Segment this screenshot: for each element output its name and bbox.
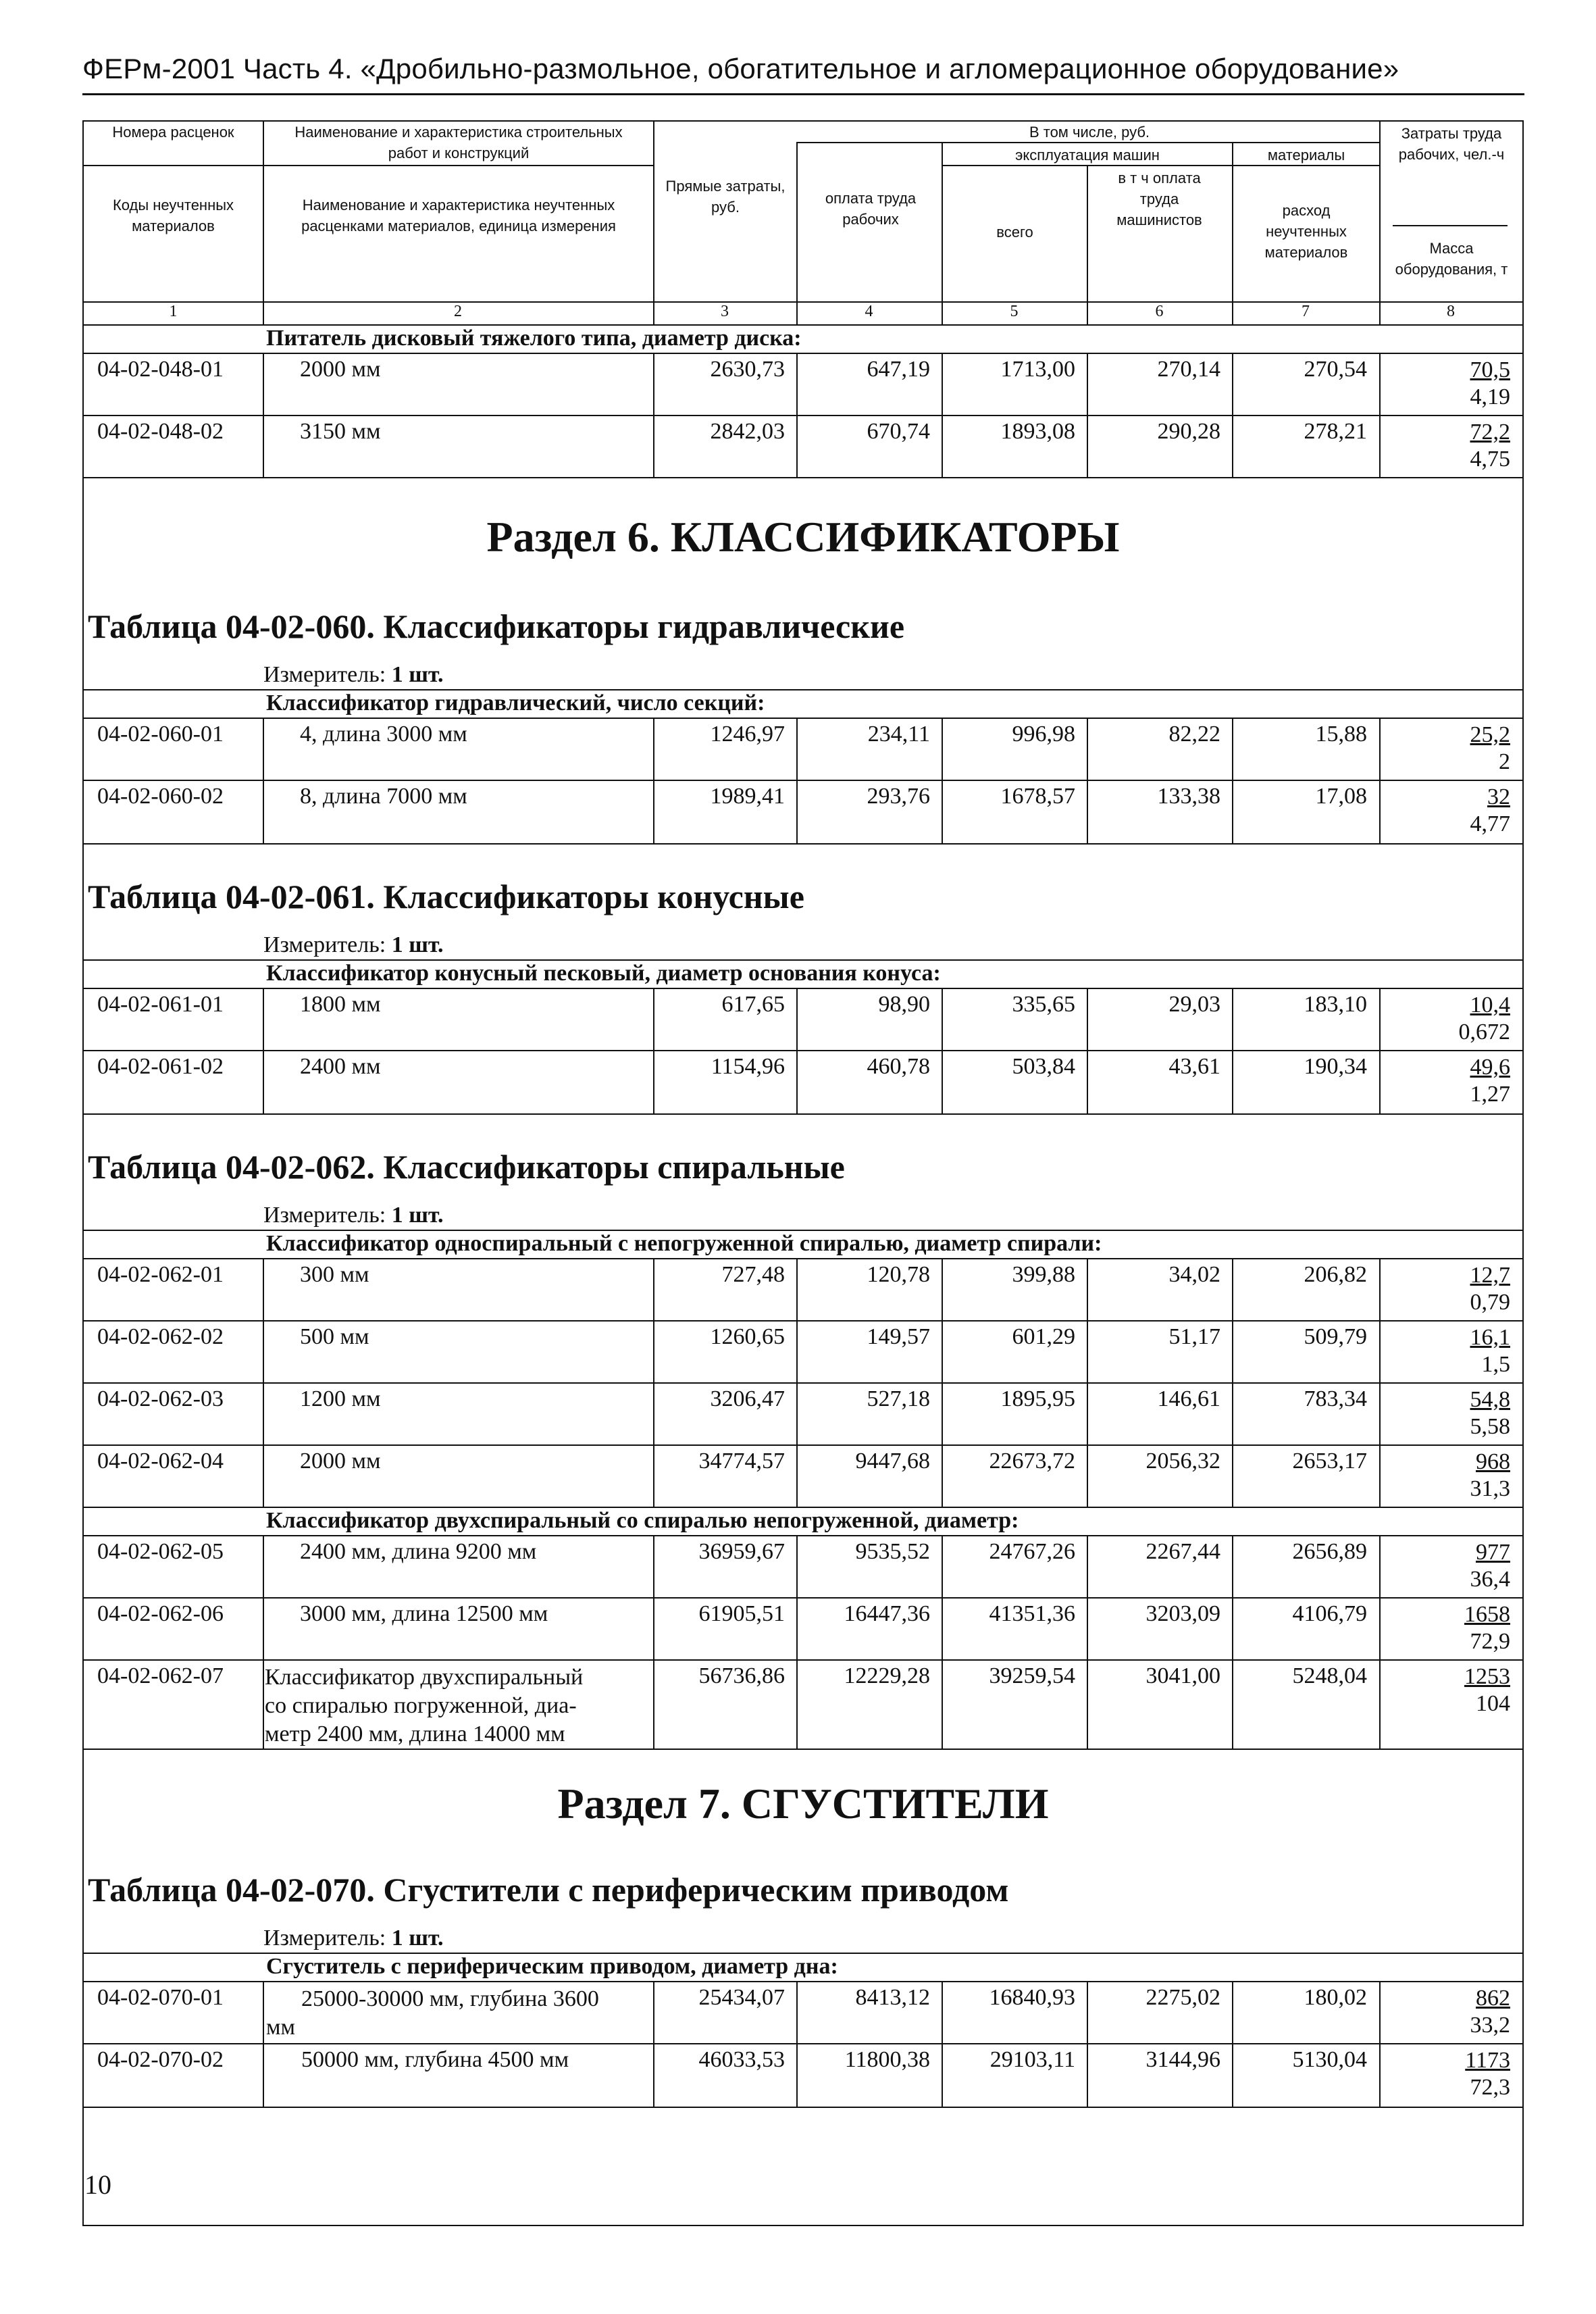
direct-costs: 25434,07 <box>698 1985 785 2010</box>
operators-pay: 43,61 <box>1168 1054 1220 1079</box>
operators-pay: 3144,96 <box>1145 2047 1220 2072</box>
direct-costs: 3206,47 <box>710 1386 785 1411</box>
labor-pay: 12229,28 <box>844 1663 930 1688</box>
machines-total: 1895,95 <box>1000 1386 1075 1411</box>
labor-hours-mass <box>1443 1324 1510 1378</box>
machines-total: 39259,54 <box>989 1663 1075 1688</box>
labor-hours: 862 <box>1476 1986 1510 2011</box>
rate-name <box>265 1663 583 1749</box>
labor-hours: 54,8 <box>1470 1387 1510 1412</box>
labor-pay: 460,78 <box>867 1054 930 1079</box>
labor-pay: 9447,68 <box>855 1449 930 1474</box>
labor-pay: 293,76 <box>867 784 930 809</box>
col-divider <box>942 1535 943 1749</box>
page-header: ФЕРм-2001 Часть 4. «Дробильно-размольное, обогатительное и агломерационное оборудование» <box>82 53 1399 84</box>
rate-name: 1200 мм <box>300 1386 381 1411</box>
equipment-mass: 5,58 <box>1470 1414 1510 1439</box>
operators-pay: 133,38 <box>1157 784 1220 809</box>
machines-total: 503,84 <box>1012 1054 1075 1079</box>
row-border <box>84 477 1522 478</box>
measure-value: 1 шт. <box>391 1203 444 1228</box>
rate-name-line: со спиралью погруженной, диа- <box>265 1693 577 1718</box>
rate-code: 04-02-062-06 <box>97 1601 224 1626</box>
direct-costs: 46033,53 <box>698 2047 785 2072</box>
materials-cost: 17,08 <box>1315 784 1367 809</box>
materials-cost: 5130,04 <box>1292 2047 1367 2072</box>
col-divider <box>1087 1535 1088 1749</box>
machines-total: 996,98 <box>1012 722 1075 747</box>
labor-pay: 234,11 <box>867 722 930 747</box>
labor-hours: 968 <box>1476 1449 1510 1474</box>
rate-name: 3150 мм <box>300 419 381 444</box>
labor-pay: 9535,52 <box>855 1539 930 1564</box>
labor-hours-mass <box>1443 1985 1510 2039</box>
rate-name: 1800 мм <box>300 992 381 1017</box>
labor-pay: 98,90 <box>878 992 930 1017</box>
rate-name: 2400 мм <box>300 1054 381 1079</box>
col-divider <box>796 1535 798 1749</box>
col-divider <box>1379 988 1381 1113</box>
header-col-divider <box>1087 165 1088 324</box>
row-border <box>84 1981 1522 1982</box>
column-number-5: 5 <box>1010 303 1019 320</box>
machines-total: 601,29 <box>1012 1324 1075 1349</box>
equipment-mass: 1,27 <box>1470 1082 1510 1107</box>
row-border <box>84 1320 1522 1322</box>
row-border <box>84 988 1522 989</box>
col-divider <box>1232 1535 1233 1749</box>
measure-value: 1 шт. <box>391 1926 444 1951</box>
labor-hours-mass <box>1443 1386 1510 1440</box>
measure <box>263 1926 444 1951</box>
measure-value: 1 шт. <box>391 932 444 957</box>
header-machines: эксплуатация машин <box>1015 147 1160 164</box>
group-title: Классификатор односпиральный с непогруженной спиралью, диаметр спирали: <box>266 1231 1102 1256</box>
rate-code: 04-02-061-02 <box>97 1054 224 1079</box>
row-border <box>84 1749 1522 1750</box>
labor-hours-mass <box>1443 1601 1510 1655</box>
rate-code: 04-02-062-02 <box>97 1324 224 1349</box>
row-border <box>84 1597 1522 1599</box>
rate-code: 04-02-062-07 <box>97 1663 224 1688</box>
labor-hours: 977 <box>1476 1540 1510 1565</box>
measure-value: 1 шт. <box>391 662 444 687</box>
section-title: Раздел 7. СГУСТИТЕЛИ <box>557 1780 1049 1828</box>
direct-costs: 727,48 <box>721 1262 785 1287</box>
document-table-frame <box>82 120 1524 2226</box>
col-divider <box>1379 353 1381 477</box>
labor-hours-mass <box>1443 357 1510 411</box>
labor-hours-mass <box>1443 992 1510 1046</box>
col-divider <box>263 353 264 477</box>
rate-code: 04-02-062-04 <box>97 1449 224 1474</box>
column-number-8: 8 <box>1447 303 1455 320</box>
equipment-mass: 31,3 <box>1470 1476 1510 1501</box>
materials-cost: 783,34 <box>1304 1386 1367 1411</box>
row-border <box>84 843 1522 845</box>
header-col6: в т ч оплата труда машинистов <box>1116 170 1202 228</box>
header-col1-bottom: Коды неучтенных материалов <box>112 197 234 234</box>
header-group-in: В том числе, руб. <box>1029 124 1150 141</box>
labor-pay: 527,18 <box>867 1386 930 1411</box>
labor-hours: 25,2 <box>1470 722 1510 747</box>
operators-pay: 146,61 <box>1157 1386 1220 1411</box>
col-divider <box>1379 1981 1381 2107</box>
machines-total: 1678,57 <box>1000 784 1075 809</box>
rate-name-line: Классификатор двухспиральный <box>265 1665 584 1690</box>
equipment-mass: 72,3 <box>1470 2075 1510 2100</box>
col-divider <box>1379 1535 1381 1749</box>
labor-hours: 1658 <box>1464 1602 1510 1627</box>
materials-cost: 4106,79 <box>1292 1601 1367 1626</box>
labor-hours: 49,6 <box>1470 1055 1510 1080</box>
column-number-7: 7 <box>1302 303 1310 320</box>
rate-code: 04-02-060-02 <box>97 784 224 809</box>
rate-code: 04-02-070-02 <box>97 2047 224 2072</box>
labor-hours-mass <box>1443 722 1510 776</box>
equipment-mass: 36,4 <box>1470 1567 1510 1592</box>
materials-cost: 2653,17 <box>1292 1449 1367 1474</box>
labor-hours: 16,1 <box>1470 1325 1510 1350</box>
row-border <box>84 1444 1522 1446</box>
group-title: Классификатор гидравлический, число секций: <box>266 690 765 715</box>
operators-pay: 29,03 <box>1168 992 1220 1017</box>
equipment-mass: 72,9 <box>1470 1629 1510 1654</box>
direct-costs: 2842,03 <box>710 419 785 444</box>
rate-name-line: 25000-30000 мм, глубина 3600 <box>301 1986 599 2011</box>
header-divider-col8 <box>1393 225 1508 226</box>
machines-total: 335,65 <box>1012 992 1075 1017</box>
group-title: Сгуститель с периферическим приводом, диаметр дна: <box>266 1954 838 1979</box>
machines-total: 29103,11 <box>989 2047 1075 2072</box>
col-divider <box>263 988 264 1113</box>
measure-label: Измеритель: <box>263 932 386 957</box>
operators-pay: 82,22 <box>1168 722 1220 747</box>
col-divider <box>263 1258 264 1507</box>
direct-costs: 1154,96 <box>711 1054 785 1079</box>
row-border <box>84 415 1522 416</box>
table-title: Таблица 04-02-070. Сгустители с периферическим приводом <box>88 1871 1009 1909</box>
group-title: Питатель дисковый тяжелого типа, диаметр диска: <box>266 326 802 351</box>
labor-hours-mass <box>1443 419 1510 473</box>
header-col8-top: Затраты труда рабочих, чел.-ч <box>1398 125 1505 163</box>
materials-cost: 15,88 <box>1315 722 1367 747</box>
labor-hours-mass <box>1443 1663 1510 1717</box>
header-materials: материалы <box>1267 147 1345 164</box>
labor-hours-mass <box>1443 1539 1510 1593</box>
equipment-mass: 4,77 <box>1470 811 1510 836</box>
operators-pay: 270,14 <box>1157 357 1220 382</box>
group-title: Классификатор двухспиральный со спиралью непогруженной, диаметр: <box>266 1508 1019 1533</box>
group-title: Классификатор конусный песковый, диаметр основания конуса: <box>266 961 941 986</box>
row-border <box>84 1050 1522 1051</box>
equipment-mass: 4,75 <box>1470 447 1510 472</box>
measure <box>263 932 444 958</box>
labor-pay: 149,57 <box>867 1324 930 1349</box>
labor-pay: 16447,36 <box>844 1601 930 1626</box>
rate-name-line: метр 2400 мм, длина 14000 мм <box>265 1721 565 1746</box>
labor-hours-mass <box>1443 1262 1510 1316</box>
rate-name: 300 мм <box>300 1262 369 1287</box>
row-border <box>84 2043 1522 2044</box>
rate-name: 2000 мм <box>300 357 381 382</box>
measure-label: Измеритель: <box>263 662 386 687</box>
section-title: Раздел 6. КЛАССИФИКАТОРЫ <box>486 513 1120 561</box>
equipment-mass: 1,5 <box>1481 1352 1510 1377</box>
labor-hours: 32 <box>1487 784 1510 809</box>
column-number-4: 4 <box>865 303 873 320</box>
rate-name: 4, длина 3000 мм <box>300 722 467 747</box>
rate-code: 04-02-070-01 <box>97 1985 224 2010</box>
header-rule <box>82 93 1524 95</box>
operators-pay: 3203,09 <box>1145 1601 1220 1626</box>
header-col2-top: Наименование и характеристика строительных работ и конструкций <box>294 124 623 161</box>
row-border <box>84 1113 1522 1115</box>
labor-hours: 1173 <box>1465 2048 1510 2073</box>
row-border <box>84 1382 1522 1384</box>
rate-code: 04-02-060-01 <box>97 722 224 747</box>
labor-pay: 120,78 <box>867 1262 930 1287</box>
direct-costs: 36959,67 <box>698 1539 785 1564</box>
materials-cost: 180,02 <box>1304 1985 1367 2010</box>
table-title: Таблица 04-02-061. Классификаторы конусные <box>88 878 804 915</box>
machines-total: 24767,26 <box>989 1539 1075 1564</box>
rate-code: 04-02-062-01 <box>97 1262 224 1287</box>
row-border <box>84 1258 1522 1259</box>
materials-cost: 2656,89 <box>1292 1539 1367 1564</box>
operators-pay: 2275,02 <box>1145 1985 1220 2010</box>
header-col5: всего <box>996 224 1033 241</box>
direct-costs: 1989,41 <box>710 784 785 809</box>
operators-pay: 3041,00 <box>1145 1663 1220 1688</box>
equipment-mass: 33,2 <box>1470 2013 1510 2038</box>
equipment-mass: 2 <box>1499 749 1510 774</box>
col-divider <box>653 1535 654 1749</box>
rate-code: 04-02-062-03 <box>97 1386 224 1411</box>
materials-cost: 5248,04 <box>1292 1663 1367 1688</box>
header-col4: оплата труда рабочих <box>825 190 917 228</box>
labor-hours-mass <box>1443 784 1510 838</box>
rate-code: 04-02-048-01 <box>97 357 224 382</box>
row-border <box>84 1659 1522 1661</box>
row-border <box>84 1535 1522 1536</box>
operators-pay: 2056,32 <box>1145 1449 1220 1474</box>
labor-hours: 1253 <box>1464 1664 1510 1689</box>
col-divider <box>263 1981 264 2107</box>
rate-name: 500 мм <box>300 1324 369 1349</box>
materials-cost: 183,10 <box>1304 992 1367 1017</box>
header-col-divider <box>1232 142 1233 324</box>
materials-cost: 190,34 <box>1304 1054 1367 1079</box>
labor-hours-mass <box>1443 1449 1510 1503</box>
rate-name: 3000 мм, длина 12500 мм <box>300 1601 548 1626</box>
col-divider <box>1379 718 1381 843</box>
rate-name-line: мм <box>266 2015 296 2040</box>
materials-cost: 509,79 <box>1304 1324 1367 1349</box>
machines-total: 41351,36 <box>989 1601 1075 1626</box>
header-col2-bottom: Наименование и характеристика неучтенных расценками материалов, единица измерения <box>301 197 616 234</box>
measure-label: Измеритель: <box>263 1203 386 1228</box>
row-border <box>84 2107 1522 2108</box>
row-border <box>84 780 1522 781</box>
header-col-divider <box>1379 120 1381 324</box>
col-divider <box>1379 1258 1381 1507</box>
page-number: 10 <box>84 2169 111 2200</box>
header-col8-bottom: Масса оборудования, т <box>1395 240 1508 278</box>
direct-costs: 2630,73 <box>710 357 785 382</box>
machines-total: 16840,93 <box>989 1985 1075 2010</box>
measure <box>263 662 444 688</box>
labor-hours: 10,4 <box>1470 992 1510 1017</box>
operators-pay: 51,17 <box>1168 1324 1220 1349</box>
materials-cost: 270,54 <box>1304 357 1367 382</box>
machines-total: 1893,08 <box>1000 419 1075 444</box>
machines-total: 22673,72 <box>989 1449 1075 1474</box>
machines-total: 1713,00 <box>1000 357 1075 382</box>
row-border <box>84 718 1522 719</box>
header-col-divider <box>796 142 798 324</box>
rate-name: 2400 мм, длина 9200 мм <box>300 1539 537 1564</box>
equipment-mass: 0,79 <box>1470 1290 1510 1315</box>
column-number-1: 1 <box>169 303 178 320</box>
column-number-3: 3 <box>721 303 729 320</box>
table-title: Таблица 04-02-062. Классификаторы спиральные <box>88 1148 845 1186</box>
col-divider <box>263 1535 264 1749</box>
labor-hours-mass <box>1443 1054 1510 1108</box>
rate-code: 04-02-048-02 <box>97 419 224 444</box>
header-col1-top: Номера расценок <box>112 124 234 141</box>
labor-hours-mass <box>1443 2047 1510 2101</box>
column-number-2: 2 <box>454 303 462 320</box>
rate-name: 8, длина 7000 мм <box>300 784 467 809</box>
operators-pay: 290,28 <box>1157 419 1220 444</box>
header-col7: расход неучтенных материалов <box>1264 202 1348 261</box>
operators-pay: 34,02 <box>1168 1262 1220 1287</box>
rate-name: 2000 мм <box>300 1449 381 1474</box>
equipment-mass: 4,19 <box>1470 384 1510 409</box>
labor-hours: 12,7 <box>1470 1263 1510 1288</box>
direct-costs: 61905,51 <box>698 1601 785 1626</box>
table-title: Таблица 04-02-060. Классификаторы гидравлические <box>88 607 905 645</box>
rate-name: 50000 мм, глубина 4500 мм <box>301 2047 569 2072</box>
row-border <box>84 353 1522 354</box>
measure-label: Измеритель: <box>263 1926 386 1951</box>
direct-costs: 34774,57 <box>698 1449 785 1474</box>
labor-hours: 72,2 <box>1470 420 1510 445</box>
equipment-mass: 0,672 <box>1458 1020 1510 1045</box>
header-col-divider <box>263 120 264 324</box>
equipment-mass: 104 <box>1476 1691 1510 1716</box>
header-divider-left <box>84 165 653 166</box>
rate-code: 04-02-062-05 <box>97 1539 224 1564</box>
labor-pay: 670,74 <box>867 419 930 444</box>
header-col3: Прямые затраты, руб. <box>665 178 786 216</box>
header-col-divider <box>653 120 654 324</box>
measure <box>263 1203 444 1228</box>
rate-code: 04-02-061-01 <box>97 992 224 1017</box>
labor-hours: 70,5 <box>1470 357 1510 382</box>
direct-costs: 1260,65 <box>710 1324 785 1349</box>
operators-pay: 2267,44 <box>1145 1539 1220 1564</box>
materials-cost: 206,82 <box>1304 1262 1367 1287</box>
labor-pay: 647,19 <box>867 357 930 382</box>
direct-costs: 56736,86 <box>698 1663 785 1688</box>
column-number-6: 6 <box>1155 303 1164 320</box>
rate-name <box>266 1985 599 2042</box>
labor-pay: 11800,38 <box>844 2047 930 2072</box>
direct-costs: 617,65 <box>721 992 785 1017</box>
labor-pay: 8413,12 <box>855 1985 930 2010</box>
materials-cost: 278,21 <box>1304 419 1367 444</box>
machines-total: 399,88 <box>1012 1262 1075 1287</box>
col-divider <box>263 718 264 843</box>
direct-costs: 1246,97 <box>710 722 785 747</box>
